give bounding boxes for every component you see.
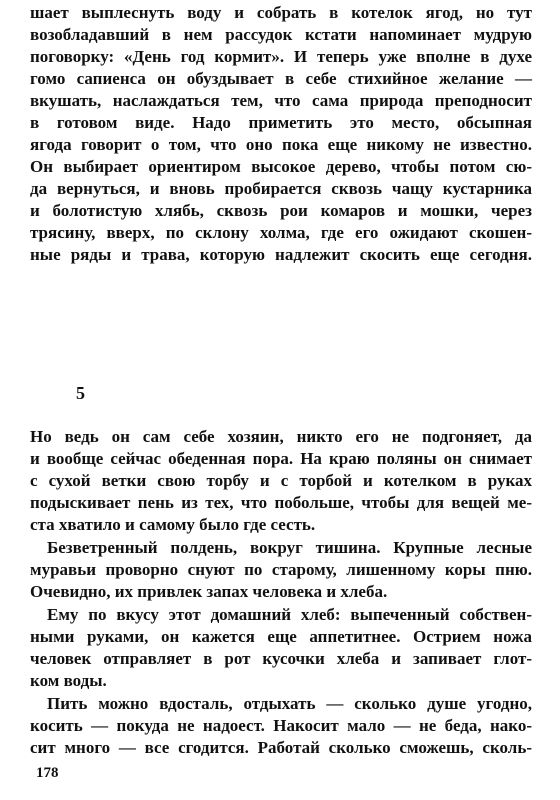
text-line: подыскивает пень из тех, что побольше, чтобы для вещей ме-: [30, 493, 532, 512]
text-line: Он выбирает ориентиром высокое дерево, чтобы потом сю-: [30, 157, 532, 176]
text-line: ными руками, он кажется еще аппетитнее. Острием ножа: [30, 627, 532, 646]
text-line: Очевидно, их привлек запах человека и хлеба.: [30, 582, 388, 601]
text-line: трясину, вверх, по склону холма, где его ожидают скошен-: [30, 223, 532, 242]
text-line: и болотистую хлябь, сквозь рои комаров и мошки, через: [30, 201, 532, 220]
text-line: Но ведь он сам себе хозяин, никто его не подгоняет, да: [30, 427, 532, 446]
text-line: гомо сапиенса он обуздывает в себе стихийное желание —: [30, 69, 532, 88]
text-line: вкушать, наслаждаться тем, что сама природа преподносит: [30, 91, 532, 110]
text-line: возобладавший в нем рассудок кстати напоминает мудрую: [30, 25, 532, 44]
text-line: да вернуться, и вновь пробирается сквозь чащу кустарника: [30, 179, 532, 198]
text-line: Ему по вкусу этот домашний хлеб: выпеченный собствен-: [47, 605, 532, 624]
text-line: ста хватило и самому было где сесть.: [30, 515, 316, 534]
text-line: муравьи проворно снуют по старому, лишенному коры пню.: [30, 560, 532, 579]
text-line: ягода говорит о том, что оно пока еще никому не известно.: [30, 135, 532, 154]
text-line: Пить можно вдосталь, отдыхать — сколько душе угодно,: [47, 694, 532, 713]
text-line: человек отправляет в рот кусочки хлеба и запивает глот-: [30, 649, 532, 668]
section-number: 5: [76, 383, 85, 403]
text-line: в готовом виде. Надо приметить это место, обсыпная: [30, 113, 532, 132]
text-line: поговорку: «День год кормит». И теперь уже вполне в духе: [30, 47, 532, 66]
text-line: Безветренный полдень, вокруг тишина. Крупные лесные: [47, 538, 532, 557]
text-line: ные ряды и трава, которую надлежит скосить еще сегодня.: [30, 245, 532, 264]
text-line: ком воды.: [30, 671, 107, 690]
text-line: косить — покуда не надоест. Накосит мало — не беда, нако-: [30, 716, 532, 735]
text-line: с сухой ветки свою торбу и с торбой и котелком в руках: [30, 471, 532, 490]
text-line: шает выплеснуть воду и собрать в котелок ягод, но тут: [30, 3, 532, 22]
text-line: сит много — все сгодится. Работай сколько сможешь, сколь-: [30, 738, 532, 757]
page-number: 178: [36, 765, 59, 781]
text-line: и вообще сейчас обеденная пора. На краю поляны он снимает: [30, 449, 532, 468]
